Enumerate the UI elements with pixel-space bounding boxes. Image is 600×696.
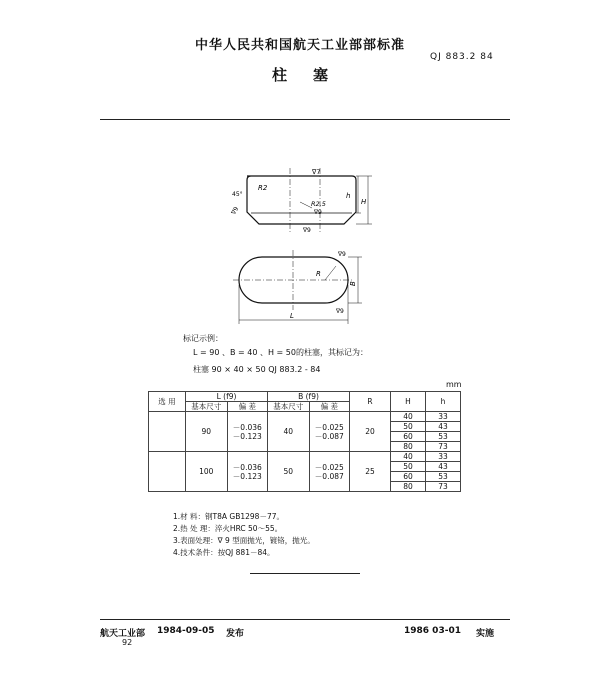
B-dev-lower: －0.087 <box>314 431 344 441</box>
L-dev-upper: －0.036 <box>232 462 262 472</box>
top-roughness-bottom: ∇9 <box>336 308 344 315</box>
front-chamfer-label: 45° <box>232 191 243 198</box>
marking-example-line2: 柱塞 90 × 40 × 50 QJ 883.2 - 84 <box>193 365 321 374</box>
L-dev-lower: －0.123 <box>232 431 262 441</box>
dimension-h-label: h <box>346 192 351 200</box>
standard-organization: 中华人民共和国航天工业部部标准 <box>194 38 405 53</box>
col-header-R: R <box>350 392 391 412</box>
col-header-select: 选 用 <box>149 392 186 412</box>
cell-R: 25 <box>350 452 391 492</box>
footer-issuer: 航天工业部 <box>100 629 146 639</box>
cell-L-deviation <box>227 452 267 492</box>
cell-L: 100 <box>186 452 228 492</box>
footer-rule <box>100 619 510 620</box>
footer-implementation-date: 1986 03-01 <box>404 626 461 636</box>
table-unit: mm <box>446 380 462 389</box>
dimension-L-label: L <box>290 312 294 320</box>
marking-example-line1: L = 90 、B = 40 、H = 50的柱塞，其标记为： <box>193 348 368 357</box>
cell-h: 53 <box>426 472 461 482</box>
col-header-L-basic: 基本尺寸 <box>186 402 228 412</box>
cell-h: 43 <box>426 462 461 472</box>
top-radius-label: R <box>316 270 321 278</box>
note-technical-conditions: 4.技术条件：按QJ 881－84。 <box>173 548 275 557</box>
table-row <box>149 452 461 462</box>
cell-h: 73 <box>426 442 461 452</box>
front-radius-small: R2.5 <box>311 200 326 208</box>
cell-H: 40 <box>391 412 426 422</box>
footer-implementation-word: 实施 <box>476 629 495 639</box>
cell-H: 50 <box>391 462 426 472</box>
cell-B: 40 <box>267 412 309 452</box>
cell-h: 33 <box>426 452 461 462</box>
note-heat-treatment: 2.热 处 理：淬火HRC 50～55。 <box>173 524 283 533</box>
front-roughness-bottom: ∇9 <box>303 227 311 234</box>
col-header-L-dev: 偏 差 <box>227 402 267 412</box>
cell-H: 60 <box>391 472 426 482</box>
cell-H: 50 <box>391 422 426 432</box>
col-header-B: B (f9) <box>267 392 349 402</box>
col-header-H: H <box>391 392 426 412</box>
note-material: 1.材 料：钢T8A GB1298－77。 <box>173 512 284 521</box>
note-surface-treatment: 3.表面处理：∇ 9 型面抛光，镀铬，抛光。 <box>173 536 315 545</box>
top-roughness-right: ∇9 <box>338 251 346 258</box>
col-header-L: L (f9) <box>186 392 268 402</box>
cell-h: 33 <box>426 412 461 422</box>
dimension-H-label: H <box>361 198 367 206</box>
col-header-h: h <box>426 392 461 412</box>
cell-H: 60 <box>391 432 426 442</box>
document-title: 柱塞 <box>271 66 354 84</box>
cell-R: 20 <box>350 412 391 452</box>
front-roughness-top: ∇7 <box>312 168 321 176</box>
cell-H: 40 <box>391 452 426 462</box>
col-header-B-dev: 偏 差 <box>309 402 349 412</box>
front-roughness-left: ∇9 <box>230 205 241 216</box>
table-row <box>149 412 461 422</box>
cell-h: 53 <box>426 432 461 442</box>
page-number: 92 <box>122 638 133 647</box>
cell-h: 73 <box>426 482 461 492</box>
B-dev-upper: －0.025 <box>314 422 344 432</box>
cell-L-deviation <box>227 412 267 452</box>
cell-H: 80 <box>391 482 426 492</box>
marking-example-title: 标记示例： <box>183 334 223 343</box>
cell-h: 43 <box>426 422 461 432</box>
cell-B-deviation <box>309 452 349 492</box>
B-dev-lower: －0.087 <box>314 471 344 481</box>
cell-B: 50 <box>267 452 309 492</box>
cell-L: 90 <box>186 412 228 452</box>
front-radius-label: R2 <box>258 184 268 192</box>
dimension-B-label: B <box>349 281 357 286</box>
L-dev-upper: －0.036 <box>232 422 262 432</box>
standard-number: QJ 883.2 84 <box>430 52 494 62</box>
footer-issue-word: 发布 <box>226 629 245 639</box>
select-cell <box>149 412 186 452</box>
spec-table <box>148 391 461 492</box>
end-rule <box>250 573 360 574</box>
front-view <box>247 168 372 232</box>
cell-B-deviation <box>309 412 349 452</box>
cell-H: 80 <box>391 442 426 452</box>
B-dev-upper: －0.025 <box>314 462 344 472</box>
footer-issue-date: 1984-09-05 <box>157 626 215 636</box>
col-header-B-basic: 基本尺寸 <box>267 402 309 412</box>
front-roughness-small: ∇9 <box>314 209 322 216</box>
L-dev-lower: －0.123 <box>232 471 262 481</box>
select-cell <box>149 452 186 492</box>
technical-notes <box>173 511 315 559</box>
